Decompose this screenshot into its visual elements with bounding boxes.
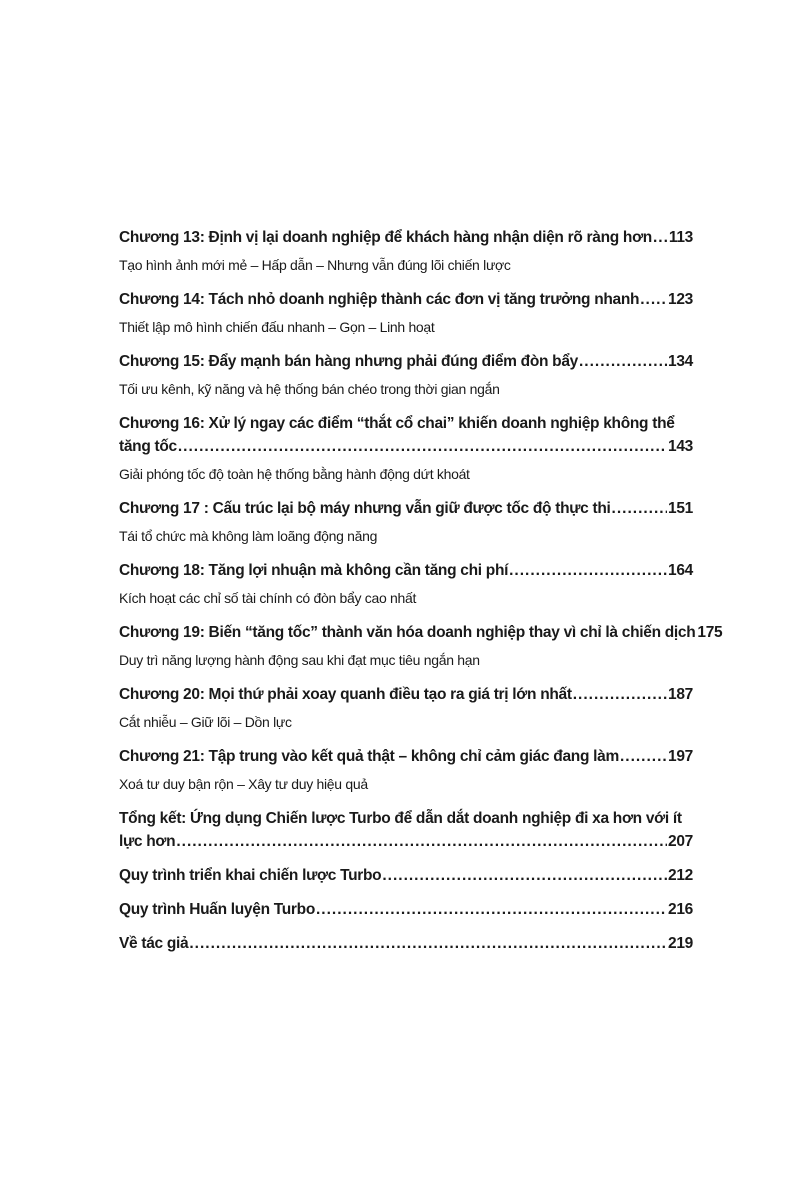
toc-entry-page: 151 bbox=[668, 500, 693, 517]
toc-entry-chapter-16[interactable] bbox=[119, 412, 693, 485]
toc-entry-chapter-14[interactable] bbox=[119, 288, 693, 338]
toc-entry-chapter-15[interactable] bbox=[119, 350, 693, 400]
toc-entry-turbo-training-process[interactable] bbox=[119, 898, 693, 921]
dot-leader bbox=[640, 288, 667, 311]
toc-entry-subtitle: Thiết lập mô hình chiến đấu nhanh – Gọn – Linh hoạt bbox=[119, 319, 435, 335]
toc-entry-page: 164 bbox=[668, 562, 693, 579]
toc-entry-subtitle: Cắt nhiễu – Giữ lõi – Dồn lực bbox=[119, 714, 292, 730]
toc-entry-subtitle: Xoá tư duy bận rộn – Xây tư duy hiệu quả bbox=[119, 776, 368, 792]
toc-entry-chapter-20[interactable] bbox=[119, 683, 693, 733]
toc-entry-title: Chương 19: Biến “tăng tốc” thành văn hóa doanh nghiệp thay vì chỉ là chiến dịch bbox=[119, 624, 696, 641]
toc-entry-page: 134 bbox=[668, 353, 693, 370]
dot-leader bbox=[189, 932, 667, 955]
toc-entry-chapter-13[interactable] bbox=[119, 226, 693, 276]
dot-leader bbox=[316, 898, 667, 921]
toc-entry-subtitle: Kích hoạt các chỉ số tài chính có đòn bẩy cao nhất bbox=[119, 590, 417, 606]
dot-leader bbox=[653, 226, 668, 249]
toc-entry-page: 175 bbox=[697, 624, 723, 641]
toc-entry-page: 113 bbox=[668, 229, 693, 246]
toc-entry-chapter-18[interactable] bbox=[119, 559, 693, 609]
toc-entry-title-line2: lực hơn bbox=[119, 833, 176, 850]
dot-leader bbox=[176, 830, 667, 853]
toc-entry-title-line2: tăng tốc bbox=[119, 438, 177, 455]
toc-entry-about-author[interactable] bbox=[119, 932, 693, 955]
toc-entry-page: 123 bbox=[668, 291, 693, 308]
toc-entry-title: Chương 17 : Cấu trúc lại bộ máy nhưng vẫn giữ được tốc độ thực thi bbox=[119, 500, 611, 517]
toc-entry-page: 219 bbox=[668, 935, 693, 952]
toc-entry-title: Chương 13: Định vị lại doanh nghiệp để khách hàng nhận diện rõ ràng hơn bbox=[119, 229, 652, 246]
toc-entry-page: 197 bbox=[668, 748, 693, 765]
toc-entry-subtitle: Tạo hình ảnh mới mẻ – Hấp dẫn – Nhưng vẫn đúng lõi chiến lược bbox=[119, 257, 511, 273]
dot-leader bbox=[509, 559, 667, 582]
toc-entry-chapter-21[interactable] bbox=[119, 745, 693, 795]
dot-leader bbox=[612, 497, 668, 520]
toc-entry-summary[interactable] bbox=[119, 807, 693, 853]
toc-entry-title: Quy trình triển khai chiến lược Turbo bbox=[119, 867, 382, 884]
toc-entry-page: 143 bbox=[668, 438, 693, 455]
toc-entry-subtitle: Duy trì năng lượng hành động sau khi đạt mục tiêu ngắn hạn bbox=[119, 652, 480, 668]
toc-entry-title: Chương 20: Mọi thứ phải xoay quanh điều tạo ra giá trị lớn nhất bbox=[119, 686, 572, 703]
toc-entry-chapter-19[interactable] bbox=[119, 621, 723, 671]
toc-entry-page: 187 bbox=[668, 686, 693, 703]
toc-entry-title: Chương 15: Đẩy mạnh bán hàng nhưng phải đúng điểm đòn bẩy bbox=[119, 353, 578, 370]
toc-entry-turbo-deployment-process[interactable] bbox=[119, 864, 693, 887]
toc-entry-page: 216 bbox=[668, 901, 693, 918]
dot-leader bbox=[573, 683, 667, 706]
toc-entry-title: Quy trình Huấn luyện Turbo bbox=[119, 901, 315, 918]
toc-entry-title: Chương 21: Tập trung vào kết quả thật – không chỉ cảm giác đang làm bbox=[119, 748, 619, 765]
toc-entry-title: Về tác giả bbox=[119, 935, 189, 952]
toc-entry-title-line1: Chương 16: Xử lý ngay các điểm “thắt cổ chai” khiến doanh nghiệp không thể bbox=[119, 415, 675, 432]
toc-entry-chapter-17[interactable] bbox=[119, 497, 693, 547]
toc-entry-page: 207 bbox=[668, 833, 693, 850]
toc-entry-title: Chương 18: Tăng lợi nhuận mà không cần tăng chi phí bbox=[119, 562, 509, 579]
toc-entry-subtitle: Tối ưu kênh, kỹ năng và hệ thống bán chéo trong thời gian ngắn bbox=[119, 381, 500, 397]
dot-leader bbox=[382, 864, 667, 887]
dot-leader bbox=[178, 435, 667, 458]
toc-entry-title: Chương 14: Tách nhỏ doanh nghiệp thành các đơn vị tăng trưởng nhanh bbox=[119, 291, 640, 308]
toc-entry-subtitle: Tái tổ chức mà không làm loãng động năng bbox=[119, 528, 378, 544]
toc-entry-title-line1: Tổng kết: Ứng dụng Chiến lược Turbo để dẫn dắt doanh nghiệp đi xa hơn với ít bbox=[119, 810, 682, 827]
table-of-contents bbox=[119, 226, 723, 966]
dot-leader bbox=[579, 350, 667, 373]
toc-entry-subtitle: Giải phóng tốc độ toàn hệ thống bằng hành động dứt khoát bbox=[119, 466, 470, 482]
dot-leader bbox=[620, 745, 667, 768]
toc-entry-page: 212 bbox=[668, 867, 693, 884]
